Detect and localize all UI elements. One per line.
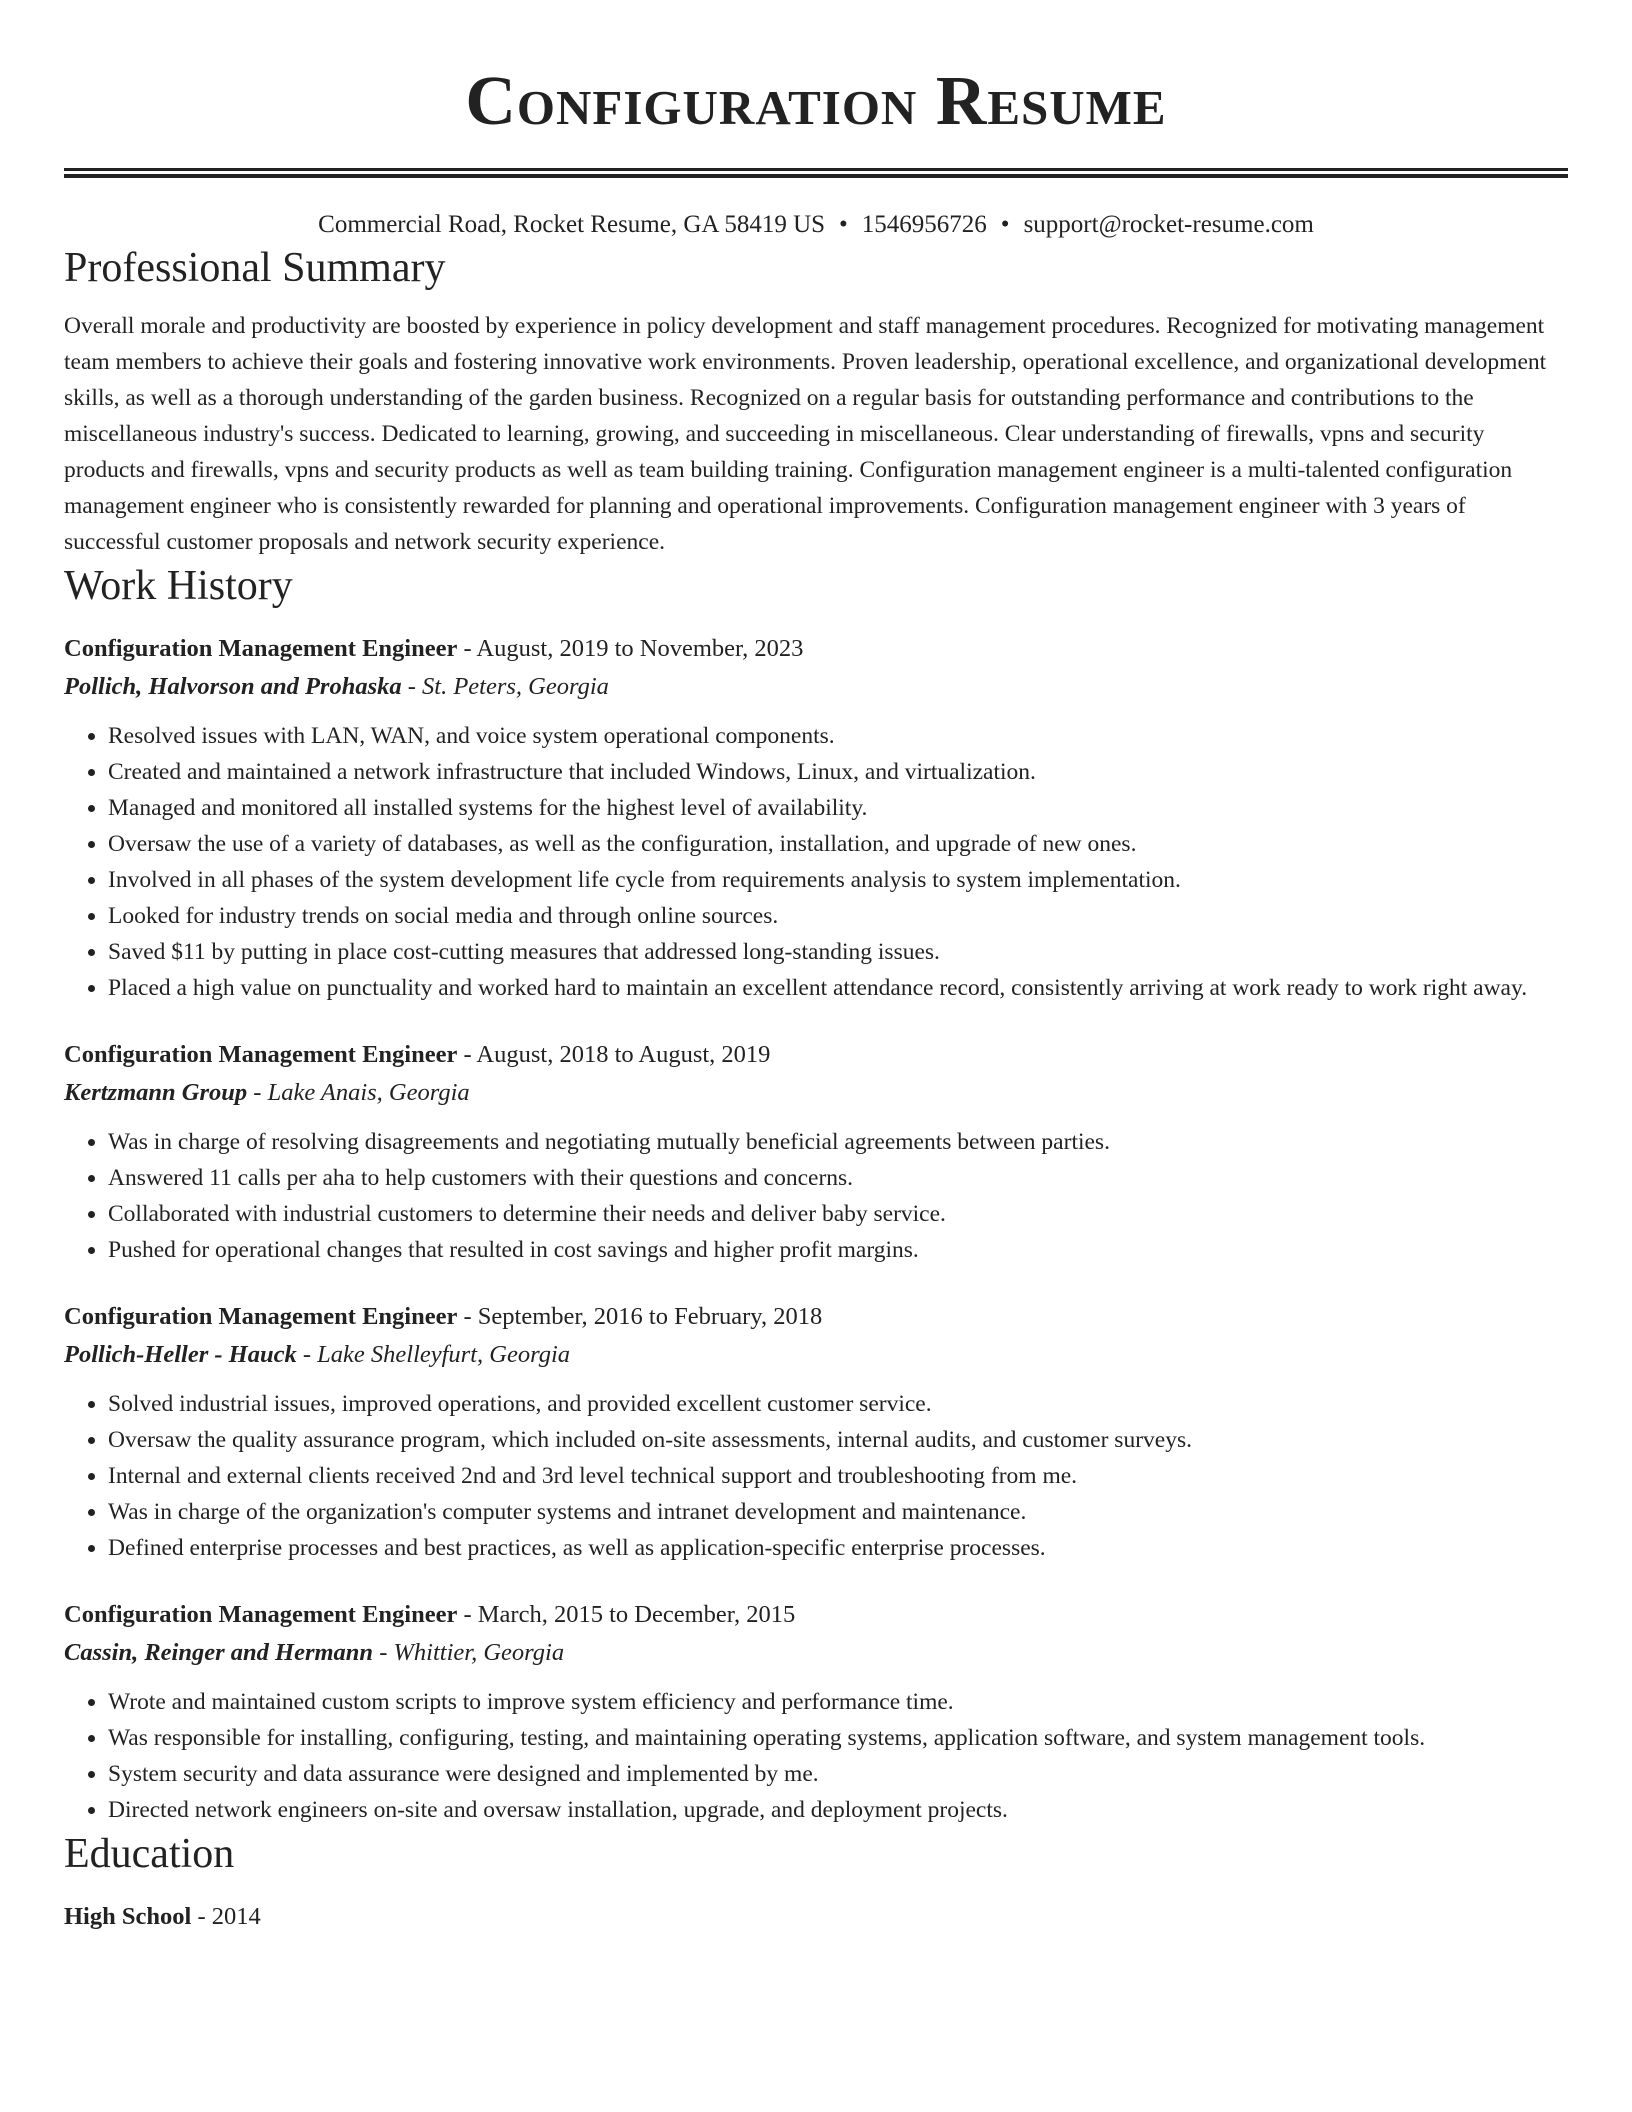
- job-dates: September, 2016 to February, 2018: [477, 1303, 823, 1330]
- education-heading: Education: [64, 1831, 235, 1877]
- job-company-line: [64, 1074, 1568, 1112]
- job-title-line: [64, 1298, 1568, 1336]
- job-bullet: • Defined enterprise processes and best practices, as well as application-specific enterprise processes.: [108, 1530, 1568, 1566]
- job-dates: March, 2015 to December, 2015: [477, 1601, 796, 1628]
- job-company-line: [64, 668, 1568, 706]
- job-bullet: • Resolved issues with LAN, WAN, and voice system operational components.: [108, 718, 1568, 754]
- job-bullet: • Solved industrial issues, improved operations, and provided excellent customer service.: [108, 1386, 1568, 1422]
- job-title-line: [64, 630, 1568, 668]
- education-degree: High School: [64, 1903, 192, 1930]
- job-bullet-list: [64, 1124, 1568, 1268]
- education-list: [64, 1898, 1568, 1936]
- job-bullet-list: [64, 1684, 1568, 1828]
- job-entry: [64, 630, 1568, 1006]
- job-bullet: • Wrote and maintained custom scripts to improve system efficiency and performance time.: [108, 1684, 1568, 1720]
- job-bullet: • Was responsible for installing, configuring, testing, and maintaining operating systems, application software, and system management tools.: [108, 1720, 1568, 1756]
- summary-heading: Professional Summary: [64, 245, 446, 291]
- job-dash: -: [457, 1041, 477, 1068]
- job-dash: -: [247, 1079, 268, 1106]
- resume-title: Configuration Resume: [465, 63, 1167, 140]
- job-dash: -: [401, 673, 423, 700]
- job-dash: -: [296, 1341, 318, 1368]
- job-location: St. Peters, Georgia: [422, 673, 609, 700]
- job-company: Pollich-Heller - Hauck: [64, 1341, 297, 1368]
- job-bullet: • Collaborated with industrial customers to determine their needs and deliver baby service.: [108, 1196, 1568, 1232]
- job-bullet: • Saved $11 by putting in place cost-cutting measures that addressed long-standing issues.: [108, 934, 1568, 970]
- job-title-line: [64, 1596, 1568, 1634]
- job-company-line: [64, 1336, 1568, 1374]
- contact-address: Commercial Road, Rocket Resume, GA 58419 US: [318, 211, 826, 238]
- job-bullet: • System security and data assurance were designed and implemented by me.: [108, 1756, 1568, 1792]
- job-bullet: • Looked for industry trends on social media and through online sources.: [108, 898, 1568, 934]
- job-bullet: • Was in charge of resolving disagreements and negotiating mutually beneficial agreements between parties.: [108, 1124, 1568, 1160]
- work-history-list: [64, 630, 1568, 1828]
- work-history-heading: Work History: [64, 563, 293, 609]
- contact-email: support@rocket-resume.com: [1023, 211, 1314, 238]
- title-divider: [64, 168, 1568, 178]
- job-bullet: • Was in charge of the organization's computer systems and intranet development and maintenance.: [108, 1494, 1568, 1530]
- job-dash: -: [457, 1601, 478, 1628]
- resume-page: [64, 0, 1568, 1936]
- education-item: [64, 1898, 1568, 1936]
- job-location: Whittier, Georgia: [393, 1639, 565, 1666]
- job-entry: [64, 1036, 1568, 1268]
- job-location: Lake Shelleyfurt, Georgia: [317, 1341, 571, 1368]
- contact-line: [64, 208, 1568, 242]
- job-bullet: • Managed and monitored all installed systems for the highest level of availability.: [108, 790, 1568, 826]
- job-bullet: • Answered 11 calls per aha to help customers with their questions and concerns.: [108, 1160, 1568, 1196]
- job-bullet-list: [64, 718, 1568, 1006]
- job-bullet: • Involved in all phases of the system development life cycle from requirements analysis to system implementation.: [108, 862, 1568, 898]
- job-bullet: • Placed a high value on punctuality and worked hard to maintain an excellent attendance record, consistently arriving at work ready to work right away.: [108, 970, 1568, 1006]
- job-bullet: • Created and maintained a network infrastructure that included Windows, Linux, and virtualization.: [108, 754, 1568, 790]
- contact-phone: 1546956726: [861, 211, 987, 238]
- job-dash: -: [373, 1639, 394, 1666]
- job-title: Configuration Management Engineer: [64, 1303, 458, 1330]
- job-company: Cassin, Reinger and Hermann: [64, 1639, 374, 1666]
- education-dash: -: [191, 1903, 212, 1930]
- job-company-line: [64, 1634, 1568, 1672]
- job-entry: [64, 1596, 1568, 1828]
- job-title: Configuration Management Engineer: [64, 635, 458, 662]
- education-year: 2014: [211, 1903, 261, 1930]
- job-title: Configuration Management Engineer: [64, 1041, 458, 1068]
- job-company: Pollich, Halvorson and Prohaska: [64, 673, 402, 700]
- job-bullet: • Pushed for operational changes that resulted in cost savings and higher profit margins.: [108, 1232, 1568, 1268]
- job-company: Kertzmann Group: [64, 1079, 248, 1106]
- contact-separator: •: [1000, 211, 1010, 238]
- job-title-line: [64, 1036, 1568, 1074]
- job-title: Configuration Management Engineer: [64, 1601, 458, 1628]
- contact-separator: •: [839, 211, 848, 238]
- job-dash: -: [457, 635, 477, 662]
- job-location: Lake Anais, Georgia: [267, 1079, 470, 1106]
- job-entry: [64, 1298, 1568, 1566]
- job-dates: August, 2018 to August, 2019: [476, 1041, 771, 1068]
- job-dates: August, 2019 to November, 2023: [476, 635, 804, 662]
- job-bullet: • Directed network engineers on-site and oversaw installation, upgrade, and deployment projects.: [108, 1792, 1568, 1828]
- job-bullet: • Oversaw the use of a variety of databases, as well as the configuration, installation, and upgrade of new ones.: [108, 826, 1568, 862]
- job-bullet: • Internal and external clients received 2nd and 3rd level technical support and troubleshooting from me.: [108, 1458, 1568, 1494]
- summary-text: Overall morale and productivity are boosted by experience in policy development and staff management procedures. Recognized for motivating management team members to achieve their goals and fostering innovative work environments. Proven leadership, operational excellence, and organizational development skills, as well as a thorough understanding of the garden business. Recognized on a regular basis for outstanding performance and contributions to the miscellaneous industry's success. Dedicated to learning, growing, and succeeding in miscellaneous. Clear understanding of firewalls, vpns and security products and firewalls, vpns and security products as well as team building training. Configuration management engineer is a multi-talented configuration management engineer who is consistently rewarded for planning and operational improvements. Configuration management engineer with 3 years of successful customer proposals and network security experience.: [64, 313, 1547, 555]
- job-dash: -: [457, 1303, 478, 1330]
- job-bullet-list: [64, 1386, 1568, 1566]
- job-bullet: • Oversaw the quality assurance program, which included on-site assessments, internal audits, and customer surveys.: [108, 1422, 1568, 1458]
